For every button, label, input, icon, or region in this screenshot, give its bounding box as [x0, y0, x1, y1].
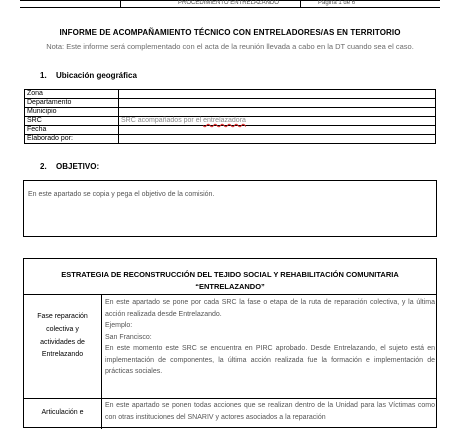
table-row	[25, 126, 436, 135]
strategy-title-line-2: “ENTRELAZANDO”	[195, 282, 265, 291]
section-2-number: 2.	[40, 162, 47, 171]
strategy-row1-label-line: Fase reparación	[37, 313, 88, 320]
strategy-title-line-1: ESTRATEGIA DE RECONSTRUCCIÓN DEL TEJIDO SOCIAL Y REHABILITACIÓN COMUNITARIA	[61, 270, 399, 279]
section-1-heading	[40, 71, 137, 80]
header-procedure-label: PROCEDIMIENTO ENTRELAZANDO	[178, 0, 279, 6]
document-note: Nota: Este informe será complementado con el acta de la reunión llevada a cabo en la DT cuando sea el caso.	[46, 42, 414, 51]
strategy-row1-label	[24, 311, 101, 362]
strategy-table-header	[24, 259, 436, 295]
strategy-row1-paragraph: En este momento este SRC se encuentra en PIRC aprobado. Desde Entrelazando, el sujeto está en implementación de componentes, la última acción realizada fue la formación e implementación de prácticas sociales.	[105, 345, 435, 375]
section-1-number: 1.	[40, 71, 47, 80]
location-label-fecha: Fecha	[25, 126, 119, 135]
objective-placeholder: En este apartado se copia y pega el objetivo de la comisión.	[28, 191, 215, 198]
strategy-row1-label-line: Entrelazando	[41, 351, 84, 359]
strategy-row2-label-line: Articulación e	[41, 409, 84, 416]
location-value-zona[interactable]	[119, 90, 436, 99]
table-row	[25, 99, 436, 108]
strategy-row1-label-line: colectiva y	[46, 325, 79, 333]
location-label-elaborado: Elaborado por:	[25, 135, 119, 144]
location-label-municipio: Municipio	[25, 108, 119, 117]
strategy-row-divider	[24, 398, 436, 399]
header-divider	[300, 0, 301, 7]
src-value-text: SRC acompañados por el	[121, 117, 204, 124]
header-divider	[120, 0, 121, 7]
location-label-departamento: Departamento	[25, 99, 119, 108]
header-page-number: Página 1 de 6	[318, 0, 356, 6]
table-row	[25, 108, 436, 117]
table-row	[25, 135, 436, 144]
location-value-departamento[interactable]	[119, 99, 436, 108]
section-2-heading	[40, 162, 99, 171]
section-1-title: Ubicación geográfica	[56, 71, 137, 80]
strategy-row1-paragraph: En este apartado se pone por cada SRC la fase o etapa de la ruta de reparación colectiva, y la última acción realizada desde Entrelazando.	[105, 299, 435, 318]
location-label-zona: Zona	[25, 90, 119, 99]
location-value-src[interactable]	[119, 117, 436, 126]
location-value-elaborado[interactable]	[119, 135, 436, 144]
strategy-table	[23, 258, 437, 428]
header-bottom-rule	[20, 7, 440, 8]
strategy-row1-content[interactable]	[105, 297, 435, 378]
strategy-row1-paragraph: San Francisco:	[105, 333, 152, 341]
document-title: INFORME DE ACOMPAÑAMIENTO TÉCNICO CON ENTRELADORES/AS EN TERRITORIO	[59, 28, 401, 37]
table-row	[25, 90, 436, 99]
table-row	[25, 117, 436, 126]
section-2-title: OBJETIVO:	[56, 162, 100, 171]
src-value-misspelled-word: entrelazadora	[203, 117, 246, 124]
strategy-row1-label-line: actividades de	[40, 338, 85, 346]
location-label-src: SRC	[25, 117, 119, 126]
strategy-column-divider	[101, 295, 102, 429]
strategy-row2-paragraph: En este apartado se ponen todas acciones que se realizan dentro de la Unidad para las Víctimas como con otras instituciones del SNARIV y actores asociados a la reparación	[105, 402, 435, 421]
strategy-row2-label	[24, 407, 101, 420]
location-value-fecha[interactable]	[119, 126, 436, 135]
location-value-municipio[interactable]	[119, 108, 436, 117]
location-table	[24, 89, 436, 144]
strategy-row1-paragraph: Ejemplo:	[105, 322, 133, 329]
objective-box[interactable]	[23, 180, 437, 237]
